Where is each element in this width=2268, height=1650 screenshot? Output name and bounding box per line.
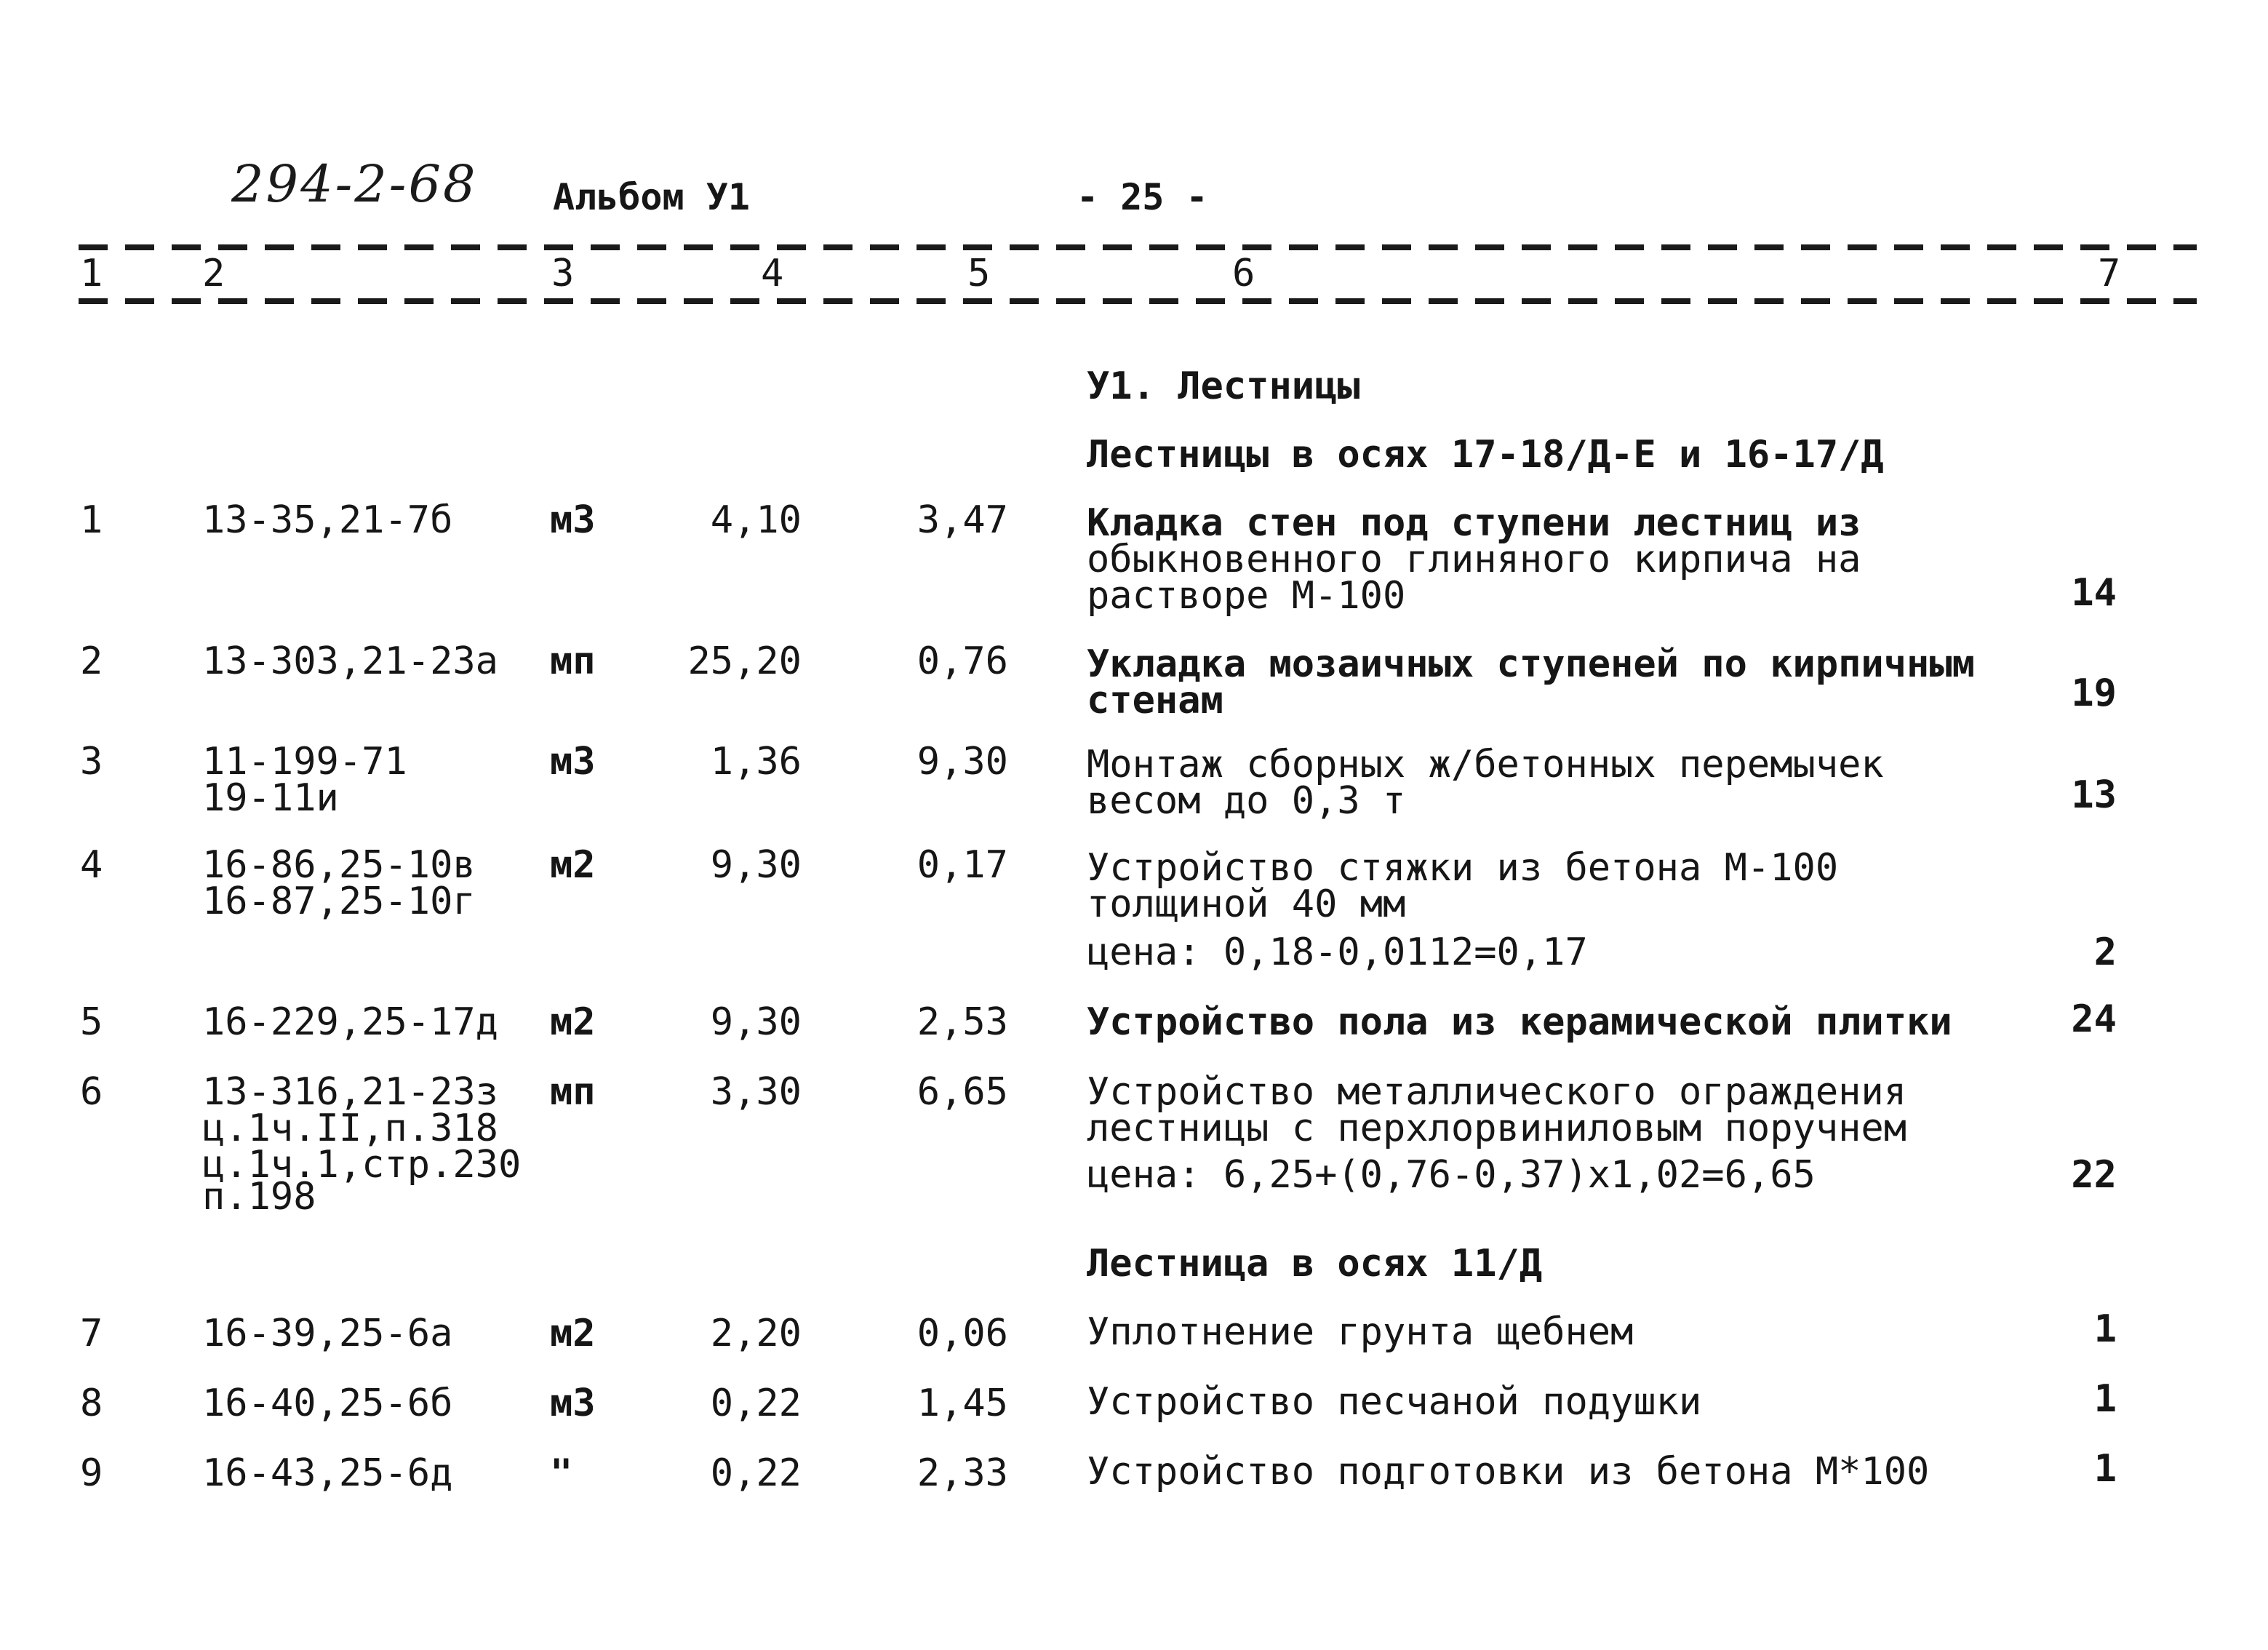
column-number-1: 1 xyxy=(80,252,103,295)
row-4-number: 4 xyxy=(80,843,103,887)
row-1-code: 13-35,21-7б xyxy=(202,498,453,542)
row-2-unit: мп xyxy=(550,639,596,683)
row-6-quantity: 3,30 xyxy=(710,1070,802,1114)
row-6-unit: мп xyxy=(550,1070,596,1114)
row-9-quantity: 0,22 xyxy=(710,1451,802,1495)
dashed-rule-top xyxy=(79,244,2197,250)
row-4-code-line-2: 16-87,25-10г xyxy=(202,880,476,923)
row-6-code-line-2: ц.1ч.II,п.318 xyxy=(202,1107,498,1150)
row-7-code: 16-39,25-6а xyxy=(202,1312,453,1355)
row-2-last-column: 19 xyxy=(2071,671,2117,715)
row-7-quantity: 2,20 xyxy=(710,1312,802,1355)
row-9-price: 2,33 xyxy=(917,1451,1008,1495)
section-subtitle-2: Лестница в осях 11/Д xyxy=(1087,1242,1543,1286)
row-9-last-column: 1 xyxy=(2093,1447,2117,1491)
row-1-number: 1 xyxy=(80,498,103,542)
row-8-last-column: 1 xyxy=(2093,1377,2117,1421)
row-3-price: 9,30 xyxy=(917,740,1008,784)
row-3-description-line-2: весом до 0,3 т xyxy=(1087,779,1406,823)
row-8-number: 8 xyxy=(80,1382,103,1425)
row-9-unit: " xyxy=(550,1451,573,1495)
row-7-last-column: 1 xyxy=(2093,1307,2117,1351)
handwritten-code: 294-2-68 xyxy=(231,154,478,214)
row-3-code-line-1: 11-199-71 xyxy=(202,740,407,784)
row-4-unit: м2 xyxy=(550,843,596,887)
row-1-description-line-2: обыкновенного глиняного кирпича на xyxy=(1087,538,1861,581)
row-9-number: 9 xyxy=(80,1451,103,1495)
row-8-quantity: 0,22 xyxy=(710,1382,802,1425)
row-1-description-line-1: Кладка стен под ступени лестниц из xyxy=(1087,501,1861,545)
row-4-description-line-2: толщиной 40 мм xyxy=(1087,882,1406,926)
row-3-last-column: 13 xyxy=(2071,773,2117,817)
row-2-quantity: 25,20 xyxy=(687,639,802,683)
row-3-description-line-1: Монтаж сборных ж/бетонных перемычек xyxy=(1087,743,1884,786)
column-number-7: 7 xyxy=(2098,252,2121,295)
dashed-rule-bottom xyxy=(79,298,2197,304)
row-6-code-line-3: ц.1ч.1,стр.230 xyxy=(202,1143,522,1187)
row-6-code-line-4: п.198 xyxy=(202,1175,316,1219)
row-6-price: 6,65 xyxy=(917,1070,1008,1114)
row-1-price: 3,47 xyxy=(917,498,1008,542)
row-1-unit: м3 xyxy=(550,498,596,542)
row-3-unit: м3 xyxy=(550,740,596,784)
row-4-price: 0,17 xyxy=(917,843,1008,887)
row-4-description-line-1: Устройство стяжки из бетона М-100 xyxy=(1087,846,1839,890)
row-4-last-column: 2 xyxy=(2093,930,2117,974)
row-8-unit: м3 xyxy=(550,1382,596,1425)
row-6-last-column: 22 xyxy=(2071,1153,2117,1197)
row-3-number: 3 xyxy=(80,740,103,784)
row-2-number: 2 xyxy=(80,639,103,683)
row-8-price: 1,45 xyxy=(917,1382,1008,1425)
row-4-quantity: 9,30 xyxy=(710,843,802,887)
row-9-description-line-1: Устройство подготовки из бетона М*100 xyxy=(1087,1450,1930,1494)
column-number-4: 4 xyxy=(761,252,784,295)
column-number-5: 5 xyxy=(967,252,991,295)
row-6-code-line-1: 13-316,21-23з xyxy=(202,1070,498,1114)
row-5-description-line-1: Устройство пола из керамической плитки xyxy=(1087,1000,1952,1044)
row-9-code: 16-43,25-6д xyxy=(202,1451,453,1495)
row-7-price: 0,06 xyxy=(917,1312,1008,1355)
row-3-code-line-2: 19-11и xyxy=(202,776,339,820)
row-1-quantity: 4,10 xyxy=(710,498,802,542)
column-number-2: 2 xyxy=(202,252,225,295)
row-6-number: 6 xyxy=(80,1070,103,1114)
row-3-quantity: 1,36 xyxy=(710,740,802,784)
row-6-description-line-1: Устройство металлического ограждения xyxy=(1087,1070,1907,1114)
row-2-price: 0,76 xyxy=(917,639,1008,683)
row-5-code: 16-229,25-17д xyxy=(202,1000,498,1044)
row-8-code: 16-40,25-6б xyxy=(202,1382,453,1425)
row-5-number: 5 xyxy=(80,1000,103,1044)
row-6-description-line-2: лестницы с перхлорвиниловым поручнем xyxy=(1087,1107,1907,1150)
row-4-price-note: цена: 0,18-0,0112=0,17 xyxy=(1087,930,1588,974)
page-number: - 25 - xyxy=(1077,176,1208,218)
row-5-unit: м2 xyxy=(550,1000,596,1044)
row-5-quantity: 9,30 xyxy=(710,1000,802,1044)
column-number-3: 3 xyxy=(551,252,575,295)
column-number-6: 6 xyxy=(1232,252,1255,295)
row-2-description-line-2: стенам xyxy=(1087,679,1223,722)
row-1-last-column: 14 xyxy=(2071,571,2117,615)
row-2-code: 13-303,21-23а xyxy=(202,639,498,683)
row-7-unit: м2 xyxy=(550,1312,596,1355)
row-4-code-line-1: 16-86,25-10в xyxy=(202,843,476,887)
row-2-description-line-1: Укладка мозаичных ступеней по кирпичным xyxy=(1087,642,1975,686)
row-7-number: 7 xyxy=(80,1312,103,1355)
section-title: У1. Лестницы xyxy=(1087,364,1360,408)
row-6-price-note: цена: 6,25+(0,76-0,37)х1,02=6,65 xyxy=(1087,1153,1816,1197)
row-5-price: 2,53 xyxy=(917,1000,1008,1044)
album-label: Альбом У1 xyxy=(553,176,750,218)
row-7-description-line-1: Уплотнение грунта щебнем xyxy=(1087,1310,1634,1354)
row-1-description-line-3: растворе М-100 xyxy=(1087,574,1406,618)
row-5-last-column: 24 xyxy=(2071,997,2117,1041)
row-8-description-line-1: Устройство песчаной подушки xyxy=(1087,1380,1702,1424)
section-subtitle-1: Лестницы в осях 17-18/Д-Е и 16-17/Д xyxy=(1087,433,1884,477)
